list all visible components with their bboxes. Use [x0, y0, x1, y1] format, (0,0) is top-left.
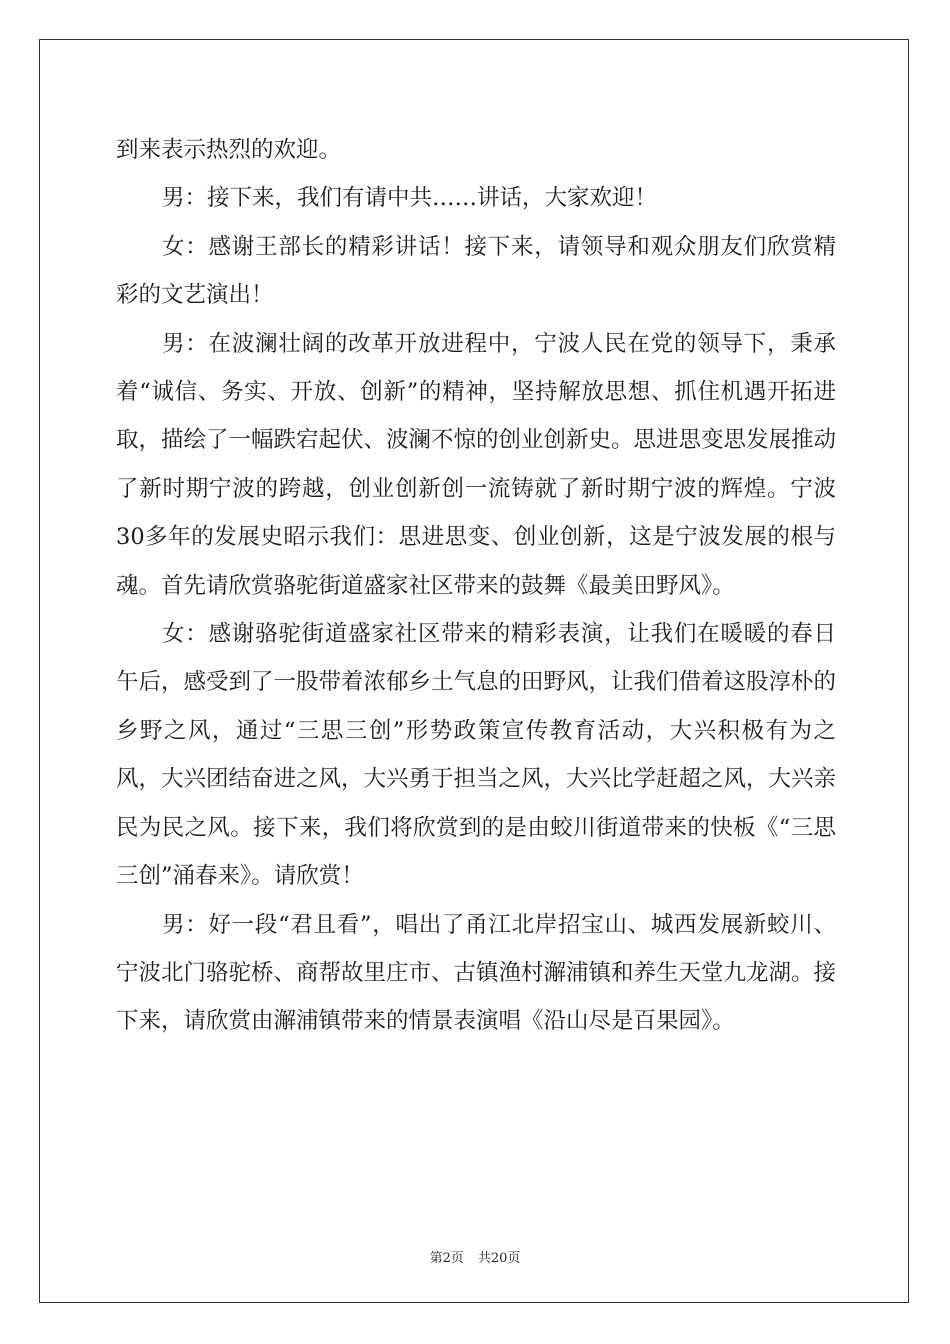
page-number: 第2页 [429, 1251, 464, 1266]
page-total: 共20页 [477, 1251, 521, 1266]
page-footer [0, 1247, 950, 1266]
paragraph: 女：感谢骆驼街道盛家社区带来的精彩表演，让我们在暖暖的春日午后，感受到了一股带着浓郁乡土气息的田野风，让我们借着这股淳朴的乡野之风，通过“三思三创”形势政策宣传教育活动，大兴积极有为之风，大兴团结奋进之风，大兴勇于担当之风，大兴比学赶超之风，大兴亲民为民之风。接下来，我们将欣赏到的是由蛟川街道带来的快板《“三思三创”涌春来》。请欣赏！ [116, 621, 837, 890]
paragraph: 到来表示热烈的欢迎。 [116, 137, 342, 163]
paragraph: 男：接下来，我们有请中共……讲话，大家欢迎！ [162, 185, 658, 212]
paragraph: 男：在波澜壮阔的改革开放进程中，宁波人民在党的领导下，秉承着“诚信、务实、开放、创新”的精神，坚持解放思想、抓住机遇开拓进取，描绘了一幅跌宕起伏、波澜不惊的创业创新史。思进思变思发展推动了新时期宁波的跨越，创业创新创一流铸就了新时期宁波的辉煌。宁波30多年的发展史昭示我们：思进思变、创业创新，这是宁波发展的根与魂。首先请欣赏骆驼街道盛家社区带来的鼓舞《最美田野风》。 [116, 330, 837, 599]
paragraph: 女：感谢王部长的精彩讲话！接下来，请领导和观众朋友们欣赏精彩的文艺演出！ [116, 233, 836, 309]
document-body [116, 126, 836, 1046]
paragraph: 男：好一段“君且看”，唱出了甬江北岸招宝山、城西发展新蛟川、宁波北门骆驼桥、商帮故里庄市、古镇渔村澥浦镇和养生天堂九龙湖。接下来，请欣赏由澥浦镇带来的情景表演唱《沿山尽是百果园》。 [116, 911, 837, 1035]
